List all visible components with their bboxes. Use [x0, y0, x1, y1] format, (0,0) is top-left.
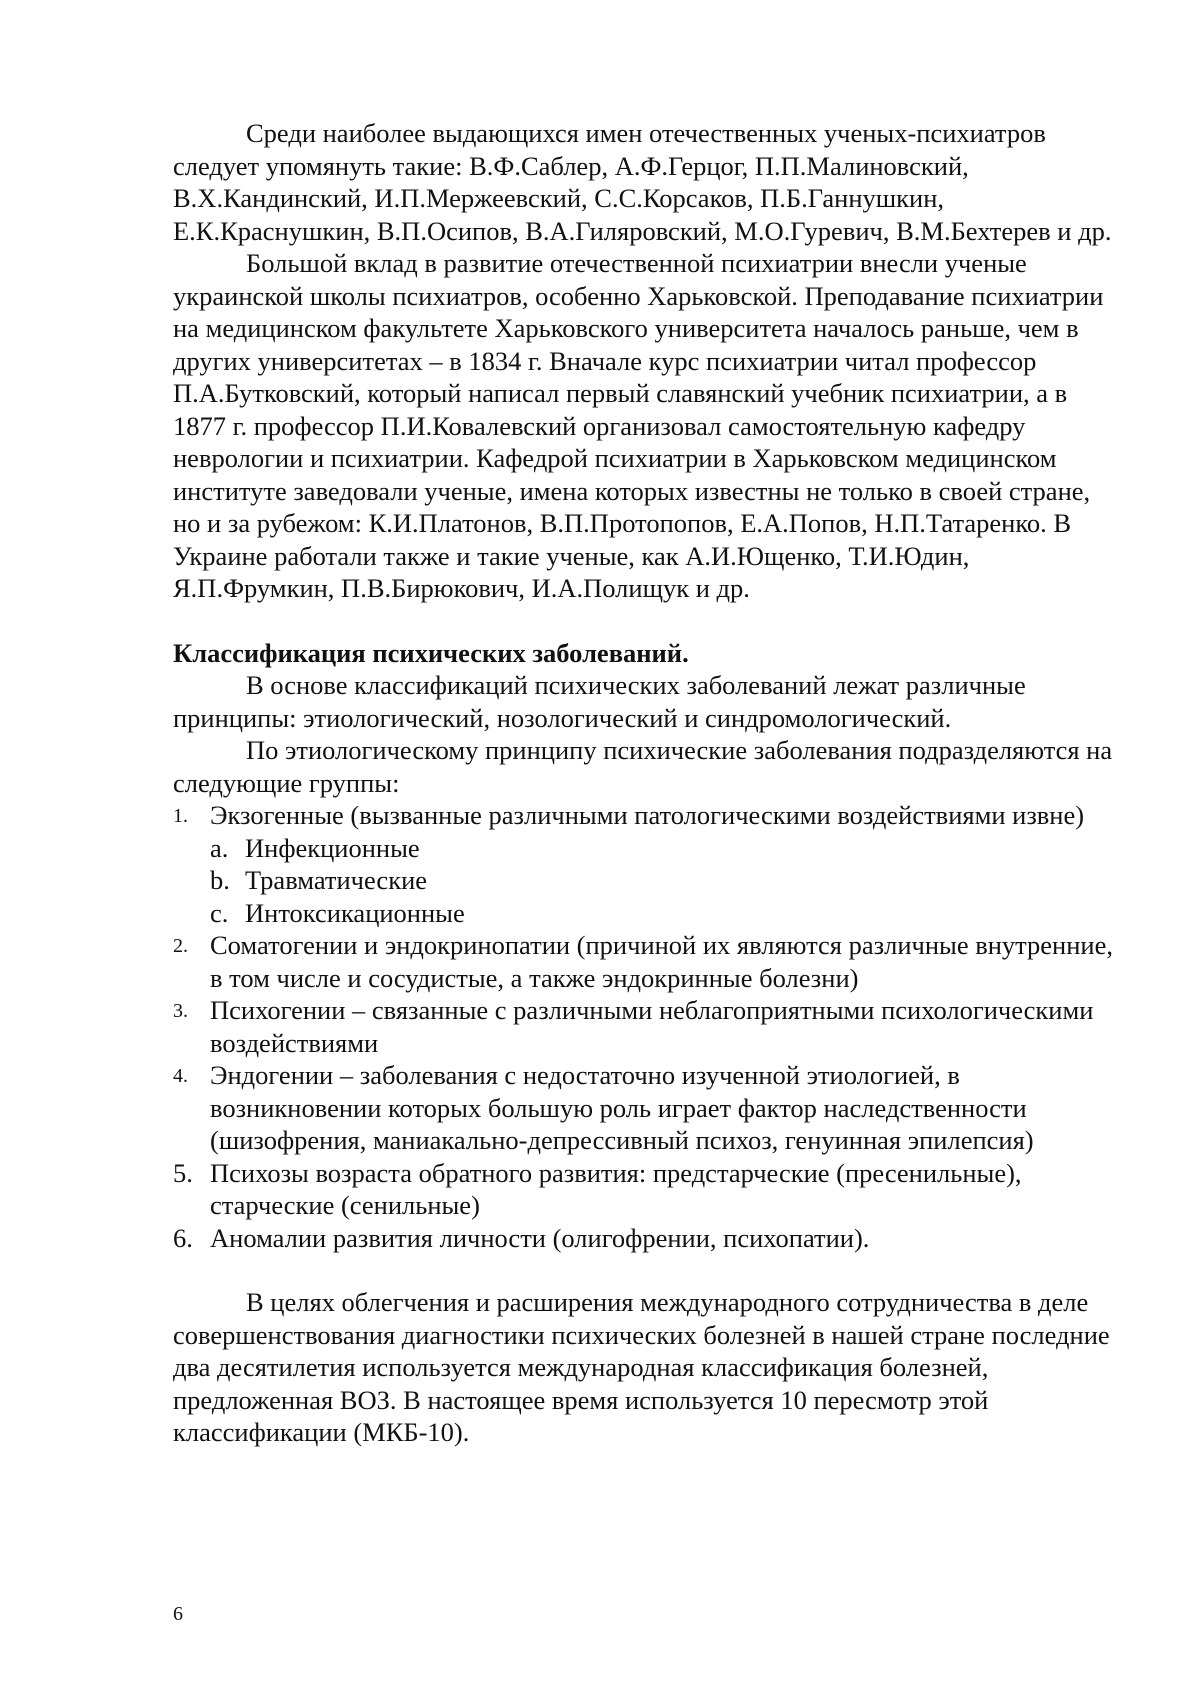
sub-list-item-text: Травматические: [245, 865, 428, 895]
sub-list-item-letter: b.: [210, 865, 230, 895]
list-item: [173, 1222, 1123, 1255]
list-item-number: 3.: [173, 1000, 188, 1022]
list-item-text: Аномалии развития личности (олигофрении, психопатии).: [210, 1222, 870, 1253]
sub-list-item-letter: a.: [210, 832, 229, 863]
list-item-number: 5.: [173, 1157, 193, 1188]
sub-list-item-text: Инфекционные: [245, 832, 420, 863]
paragraph-gap: [173, 1254, 1123, 1286]
paragraph-classification-principles: В основе классификаций психических заболеваний лежат различные принципы: этиологический, нозологический и синдромологический.: [173, 670, 1026, 733]
list-item: [173, 1157, 1123, 1222]
list-item-text: Эндогении – заболевания с недостаточно изученной этиологией, в возникновении которых большую роль играет фактор наследственности (шизофрения, маниакально-депрессивный психоз, генуинная эпилепсия): [210, 1060, 1034, 1155]
list-item-text: Психозы возраста обратного развития: предстарческие (пресенильные), старческие (сенильные): [210, 1157, 1022, 1220]
page-content: [173, 117, 1123, 1449]
list-item-number: 1.: [173, 805, 188, 827]
paragraph-psychiatrists-names: Среди наиболее выдающихся имен отечественных ученых-психиатров следует упомянуть такие: В.Ф.Саблер, А.Ф.Герцог, П.П.Малиновский, В.Х.Кандинский, И.П.Мержеевский, С.С.Корсаков, П.Б.Ганнушкин, Е.К.Краснушкин, В.П.Осипов, В.А.Гиляровский, М.О.Гуревич, В.М.Бехтерев и др.: [173, 118, 1112, 246]
list-item-text: Соматогении и эндокринопатии (причиной их являются различные внутренние, в том числе и сосудистые, а также эндокринные болезни): [210, 930, 1113, 993]
paragraph-etiological-principle: По этиологическому принципу психические заболевания подразделяются на следующие группы:: [173, 735, 1113, 798]
section-heading: Классификация психических заболеваний.: [173, 637, 689, 668]
list-item: [173, 929, 1123, 994]
sub-list-item: [173, 864, 1123, 897]
sub-list-item-text: Интоксикационные: [245, 897, 465, 928]
list-item: [173, 994, 1123, 1059]
list-item: [173, 799, 1123, 832]
paragraph-ukrainian-school: Большой вклад в развитие отечественной психиатрии внесли ученые украинской школы психиатров, особенно Харьковской. Преподавание психиатрии на медицинском факультете Харьковского университета началось раньше, чем в других университетах – в 1834 г. Вначале курс психиатрии читал профессор П.А.Бутковский, который написал первый славянский учебник психиатрии, а в 1877 г. профессор П.И.Ковалевский организовал самостоятельную кафедру неврологии и психиатрии. Кафедрой психиатрии в Харьковском медицинском институте заведовали ученые, имена которых известны не только в своей стране, но и за рубежом: К.И.Платонов, В.П.Протопопов, Е.А.Попов, Н.П.Татаренко. В Украине работали также и такие ученые, как А.И.Ющенко, Т.И.Юдин, Я.П.Фрумкин, П.В.Бирюкович, И.А.Полищук и др.: [173, 248, 1104, 603]
sub-list-item: [173, 897, 1123, 930]
paragraph-gap: [173, 605, 1123, 637]
page-number: 6: [173, 1603, 183, 1625]
list-item-number: 6.: [173, 1222, 193, 1253]
sub-list-item-letter: c.: [210, 897, 229, 928]
list-item-number: 2.: [173, 935, 188, 957]
list-item-text: Экзогенные (вызванные различными патологическими воздействиями извне): [210, 800, 1085, 830]
list-item: [173, 1059, 1123, 1157]
list-item-text: Психогении – связанные с различными неблагоприятными психологическими воздействиями: [210, 995, 1094, 1058]
sub-list-item: [173, 832, 1123, 865]
paragraph-icd-classification: В целях облегчения и расширения международного сотрудничества в деле совершенствования диагностики психических болезней в нашей стране последние два десятилетия используется международная классификация болезней, предложенная ВОЗ. В настоящее время используется 10 пересмотр этой классификации (МКБ-10).: [173, 1287, 1110, 1447]
list-item-number: 4.: [173, 1065, 188, 1087]
etiology-list: [173, 799, 1123, 1254]
